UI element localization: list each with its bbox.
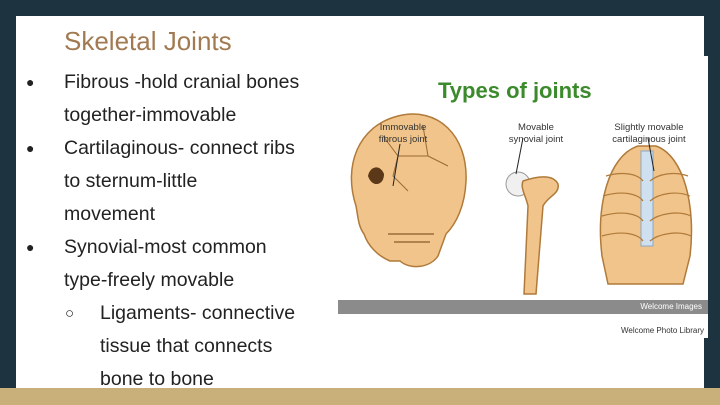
photo-credit: Welcome Photo Library — [621, 326, 704, 335]
sub-bullet-1-line-3: bone to bone — [100, 368, 214, 390]
bullet-list — [24, 66, 344, 396]
slide-title: Skeletal Joints — [64, 26, 232, 56]
credit-bar-text: Welcome Images — [640, 302, 702, 311]
bullet-2-line-3: movement — [64, 203, 156, 225]
bullet-3-line-1: ● Synovial-most common — [24, 231, 344, 264]
sub-bullet-1-line-1: ○ Ligaments- connective — [24, 297, 344, 330]
bullet-dot-icon: ● — [26, 74, 35, 90]
ribcage-icon — [601, 146, 692, 284]
label-immovable-fibrous: Immovable fibrous joint — [378, 122, 428, 145]
sub-bullet-ring-icon: ○ — [65, 305, 75, 322]
bullet-1-line-2: together-immovable — [64, 104, 237, 126]
bullet-2-line-2: to sternum-little — [64, 170, 198, 192]
figure-title: Types of joints — [438, 78, 592, 103]
label-slightly-movable-cartilaginous: Slightly movable cartilaginous joint — [612, 122, 686, 145]
bullet-dot-icon: ● — [26, 239, 35, 255]
joints-figure — [338, 56, 708, 338]
label-movable-synovial: Movable synovial joint — [508, 122, 564, 145]
femur-icon — [506, 172, 558, 294]
bullet-1-line-1: ● Fibrous -hold cranial bones — [24, 66, 344, 99]
sub-bullet-1-line-2: tissue that connects — [100, 335, 273, 357]
bullet-3-line-2: type-freely movable — [64, 269, 235, 291]
bullet-2-line-1: ● Cartilaginous- connect ribs — [24, 132, 344, 165]
bullet-dot-icon: ● — [26, 140, 35, 156]
